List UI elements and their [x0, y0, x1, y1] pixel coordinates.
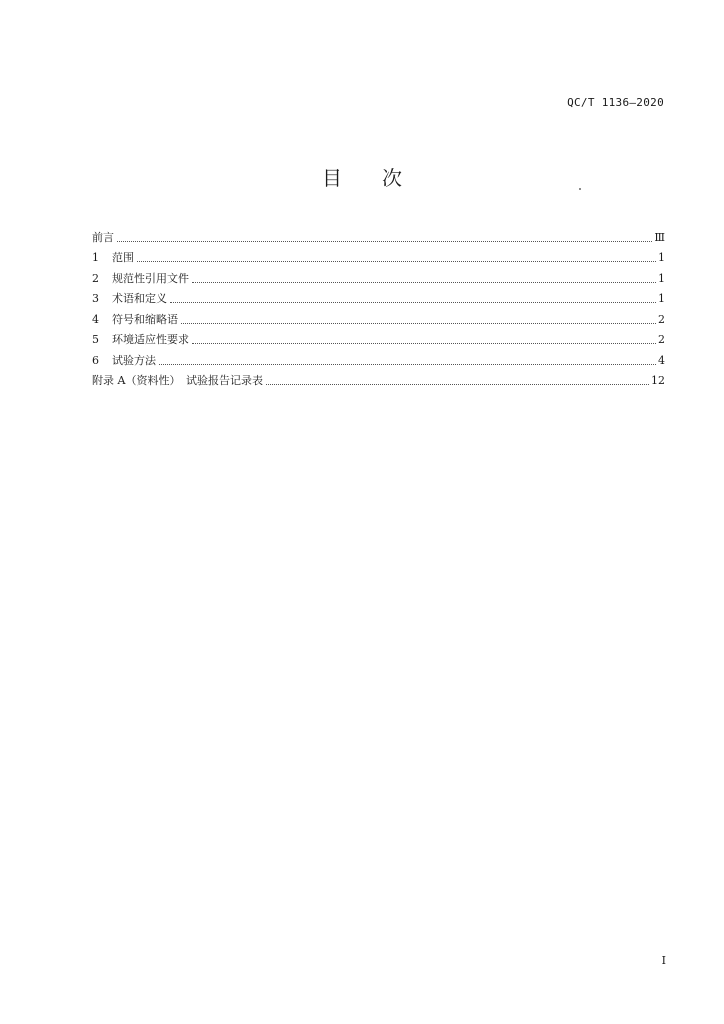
toc-entry-requirements[interactable]	[92, 327, 665, 348]
table-of-contents	[92, 224, 665, 388]
toc-leader-dots	[266, 383, 649, 385]
toc-entry-label: 前言	[92, 230, 114, 244]
title-char-1: 目	[322, 166, 342, 190]
toc-entry-number: 1	[92, 251, 99, 264]
toc-entry-label: 符号和缩略语	[112, 312, 178, 326]
toc-entry-label: 附录 A（资料性） 试验报告记录表	[92, 374, 263, 387]
toc-entry-normative-references[interactable]	[92, 265, 665, 286]
toc-leader-dots	[192, 281, 656, 283]
toc-entry-page: 12	[651, 374, 665, 387]
toc-entry-test-methods[interactable]	[92, 347, 665, 368]
toc-entry-number: 3	[92, 292, 99, 305]
toc-entry-preface[interactable]	[92, 224, 665, 245]
toc-entry-page: 1	[658, 251, 665, 264]
page-title	[0, 162, 724, 191]
toc-entry-scope[interactable]	[92, 245, 665, 266]
toc-entry-page: 2	[658, 312, 665, 326]
toc-leader-dots	[181, 322, 656, 324]
toc-entry-appendix-a[interactable]	[92, 368, 665, 389]
toc-entry-number: 5	[92, 333, 99, 346]
toc-leader-dots	[137, 260, 656, 262]
page-number: I	[661, 954, 666, 967]
toc-entry-symbols-abbreviations[interactable]	[92, 306, 665, 327]
toc-entry-page: 2	[658, 333, 665, 346]
toc-entry-label: 环境适应性要求	[112, 333, 189, 346]
toc-entry-number: 2	[92, 271, 99, 285]
title-char-2: 次	[382, 166, 402, 190]
toc-entry-terms-definitions[interactable]	[92, 286, 665, 307]
toc-entry-page: 4	[658, 353, 665, 367]
toc-entry-label: 规范性引用文件	[112, 271, 189, 285]
toc-entry-number: 4	[92, 312, 99, 326]
toc-leader-dots	[192, 342, 656, 344]
toc-entry-page: 1	[658, 271, 665, 285]
standard-code: QC/T 1136—2020	[567, 96, 664, 109]
toc-entry-number: 6	[92, 353, 99, 367]
toc-entry-page: Ⅲ	[654, 230, 665, 244]
toc-entry-label: 范围	[112, 251, 134, 264]
toc-entry-page: 1	[658, 292, 665, 305]
toc-leader-dots	[159, 363, 656, 365]
toc-leader-dots	[170, 301, 656, 303]
toc-entry-label: 术语和定义	[112, 292, 167, 305]
toc-entry-label: 试验方法	[112, 353, 156, 367]
scan-speck	[579, 188, 581, 190]
toc-leader-dots	[117, 240, 652, 242]
